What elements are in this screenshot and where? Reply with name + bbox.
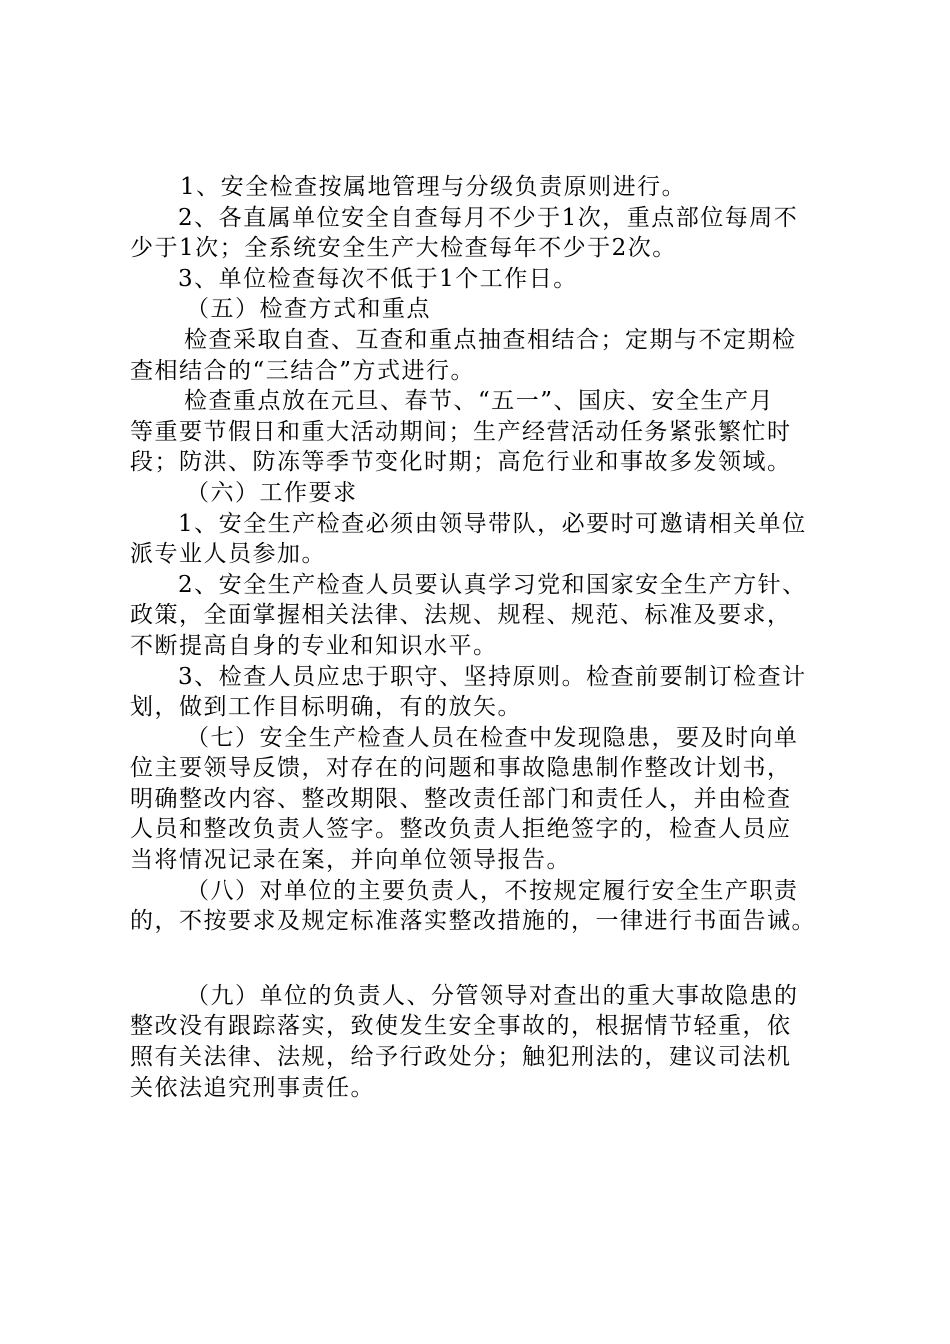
text-line: （八）对单位的主要负责人，不按规定履行安全生产职责 [186, 877, 799, 904]
paragraph [130, 386, 840, 478]
text-line: 政策，全面掌握相关法律、法规、规程、规范、标准及要求， [130, 602, 792, 629]
paragraph [130, 876, 840, 937]
text-line: 检查采取自查、互查和重点抽查相结合；定期与不定期检 [184, 326, 797, 353]
text-line: 2、各直属单位安全自查每月不少于1次，重点部位每周不 [178, 204, 799, 231]
paragraph [130, 264, 840, 295]
text-line: （九）单位的负责人、分管领导对查出的重大事故隐患的 [186, 982, 799, 1009]
paragraph [130, 294, 840, 325]
text-line: 1、安全检查按属地管理与分级负责原则进行。 [180, 174, 687, 200]
paragraph [130, 570, 840, 662]
text-line: 当将情况记录在案，并向单位领导报告。 [130, 847, 571, 874]
text-line: 关依法追究刑事责任。 [130, 1074, 375, 1101]
text-line: 查相结合的“三结合”方式进行。 [130, 357, 476, 384]
paragraph [130, 172, 840, 203]
paragraph [130, 509, 840, 570]
document-body [130, 172, 840, 1103]
text-line: 整改没有跟踪落实，致使发生安全事故的，根据情节轻重，依 [130, 1013, 792, 1040]
paragraph [130, 325, 840, 386]
text-line: 1、安全生产检查必须由领导带队，必要时可邀请相关单位 [178, 510, 807, 537]
text-line: 照有关法律、法规，给予行政处分；触犯刑法的，建议司法机 [130, 1044, 792, 1071]
text-line: 少于1次；全系统安全生产大检查每年不少于2次。 [130, 235, 677, 262]
text-line: （六）工作要求 [186, 479, 358, 506]
text-line: （七）安全生产检查人员在检查中发现隐患，要及时向单 [186, 724, 799, 751]
text-line: 位主要领导反馈，对存在的问题和事故隐患制作整改计划书， [130, 755, 792, 782]
text-line: 等重要节假日和重大活动期间；生产经营活动任务紧张繁忙时 [130, 418, 792, 445]
text-line: 段；防洪、防冻等季节变化时期；高危行业和事故多发领域。 [130, 449, 792, 476]
text-line: 人员和整改负责人签字。整改负责人拒绝签字的，检查人员应 [130, 816, 792, 843]
text-line: 3、单位检查每次不低于1个工作日。 [178, 265, 578, 292]
text-line: （五）检查方式和重点 [186, 296, 431, 323]
paragraph-spacer [130, 937, 840, 981]
text-line: 派专业人员参加。 [130, 541, 326, 568]
paragraph [130, 662, 840, 723]
paragraph [130, 478, 840, 509]
text-line: 检查重点放在元旦、春节、“五一”、国庆、安全生产月 [184, 388, 775, 415]
text-line: 2、安全生产检查人员要认真学习党和国家安全生产方针、 [178, 571, 807, 598]
paragraph [130, 723, 840, 876]
text-line: 不断提高自身的专业和知识水平。 [130, 632, 498, 659]
text-line: 3、检查人员应忠于职守、坚持原则。检查前要制订检查计 [178, 663, 807, 690]
text-line: 的，不按要求及规定标准落实整改措施的，一律进行书面告诫。 [130, 908, 816, 935]
paragraph [130, 203, 840, 264]
paragraph [130, 981, 840, 1103]
text-line: 划，做到工作目标明确，有的放矢。 [130, 694, 522, 721]
text-line: 明确整改内容、整改期限、整改责任部门和责任人，并由检查 [130, 785, 792, 812]
